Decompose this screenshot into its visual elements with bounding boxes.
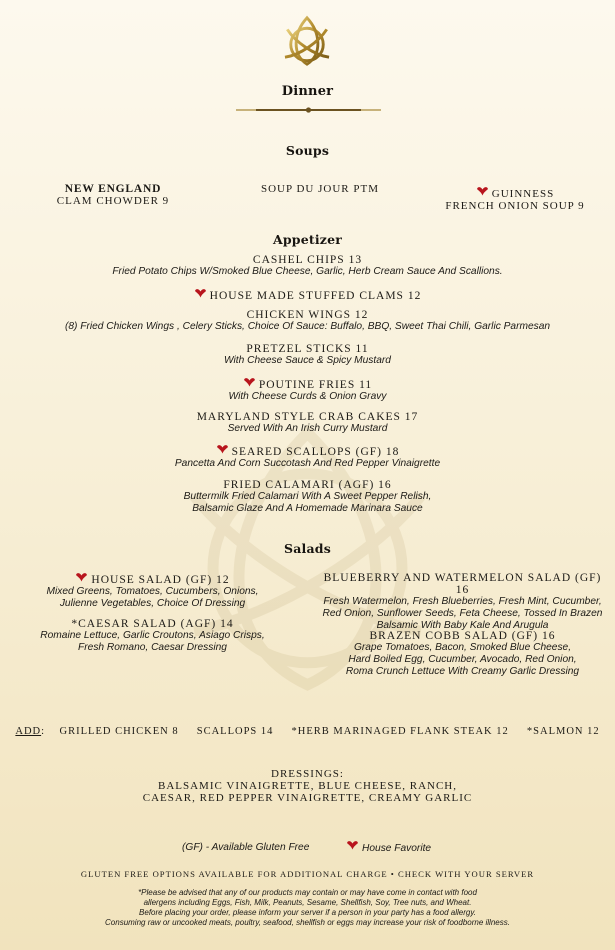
- menu-item: SEARED SCALLOPS (GF) 18 Pancetta And Corn Succotash And Red Pepper Vinaigrette: [174, 446, 441, 469]
- soup-new-england: NEW ENGLAND CLAM CHOWDER 9: [56, 183, 170, 207]
- add-label: ADD: [15, 726, 42, 737]
- gluten-free-note: GLUTEN FREE OPTIONS AVAILABLE FOR ADDITIONAL CHARGE • CHECK WITH YOUR SERVER: [80, 869, 535, 879]
- add-on-item: *HERB MARINAGED FLANK STEAK 12: [291, 726, 509, 737]
- salads-title: Salads: [284, 541, 331, 556]
- soups-title: Soups: [285, 143, 330, 158]
- appetizer-title: Appetizer: [272, 232, 343, 247]
- add-on-item: SCALLOPS 14: [196, 726, 274, 737]
- triquetra-logo-icon: [278, 12, 336, 70]
- soup-guinness: GUINNESS FRENCH ONION SOUP 9: [445, 188, 585, 212]
- add-on-item: GRILLED CHICKEN 8: [59, 726, 179, 737]
- dressings-block: DRESSINGS: BALSAMIC VINAIGRETTE, BLUE CHEESE, RANCH, CAESAR, RED PEPPER VINAIGRETTE, CREAMY GARLIC: [0, 768, 615, 804]
- house-favorite-icon: [75, 572, 88, 582]
- menu-title: Dinner: [281, 84, 334, 99]
- menu-item: HOUSE MADE STUFFED CLAMS 12: [0, 288, 615, 302]
- add-ons-line: ADD: GRILLED CHICKEN 8 SCALLOPS 14 *HERB MARINAGED FLANK STEAK 12 *SALMON 12: [15, 726, 600, 737]
- house-favorite-icon: [194, 288, 207, 298]
- salad-blueberry-watermelon: BLUEBERRY AND WATERMELON SALAD (GF) 16 Fresh Watermelon, Fresh Blueberries, Fresh Mint, Cucumber, Red Onion, Sunflower Seeds, Feta Cheese, Tossed In Brazen Balsamic With Baby Kale And Arugula: [322, 572, 603, 631]
- menu-item: FRIED CALAMARI (AGF) 16 Buttermilk Fried Calamari With A Sweet Pepper Relish, Balsamic Glaze And A Homemade Marinara Sauce: [183, 479, 432, 514]
- menu-item: PRETZEL STICKS 11 With Cheese Sauce & Spicy Mustard: [224, 343, 391, 366]
- menu-item: CASHEL CHIPS 13 Fried Potato Chips W/Smoked Blue Cheese, Garlic, Herb Cream Sauce And Scallions.: [112, 254, 503, 277]
- legend-house-favorite: House Favorite: [346, 840, 431, 855]
- menu-item: MARYLAND STYLE CRAB CAKES 17 Served With An Irish Curry Mustard: [196, 411, 419, 434]
- house-favorite-icon: [346, 840, 359, 850]
- soup-du-jour: SOUP DU JOUR PTM: [261, 183, 379, 195]
- menu-item: POUTINE FRIES 11 With Cheese Curds & Onion Gravy: [228, 379, 387, 402]
- house-favorite-icon: [476, 186, 489, 196]
- menu-item: CHICKEN WINGS 12 (8) Fried Chicken Wings , Celery Sticks, Choice Of Sauce: Buffalo, BBQ, Sweet Thai Chili, Garlic Parmesan: [64, 309, 551, 332]
- house-favorite-icon: [243, 377, 256, 387]
- add-on-item: *SALMON 12: [526, 726, 600, 737]
- allergen-notice: *Please be advised that any of our products may contain or may have come in contact with food allergens including Eggs, Fish, Milk, Peanuts, Sesame, Shellfish, Soy, Tree nuts, and Wheat. Before placing your order, please inform your server if a person in your party has a food allergy. Consuming raw or uncooked meats, poultry, seafood, shellfish or eggs may increase your risk of foodborne illness.: [105, 888, 510, 927]
- dressings-title: DRESSINGS:: [271, 768, 344, 780]
- salad-caesar: *CAESAR SALAD (AGF) 14 Romaine Lettuce, Garlic Croutons, Asiago Crisps, Fresh Romano, Caesar Dressing: [40, 618, 265, 653]
- salad-brazen-cobb: BRAZEN COBB SALAD (GF) 16 Grape Tomatoes, Bacon, Smoked Blue Cheese, Hard Boiled Egg, Cucumber, Avocado, Red Onion, Roma Crunch Lettuce With Creamy Garlic Dressing: [345, 630, 580, 677]
- divider-rule: [236, 106, 381, 114]
- salad-house: HOUSE SALAD (GF) 12 Mixed Greens, Tomatoes, Cucumbers, Onions, Julienne Vegetables, Choice Of Dressing: [46, 574, 259, 609]
- legend-gluten-free: (GF) - Available Gluten Free: [182, 842, 310, 853]
- house-favorite-icon: [216, 444, 229, 454]
